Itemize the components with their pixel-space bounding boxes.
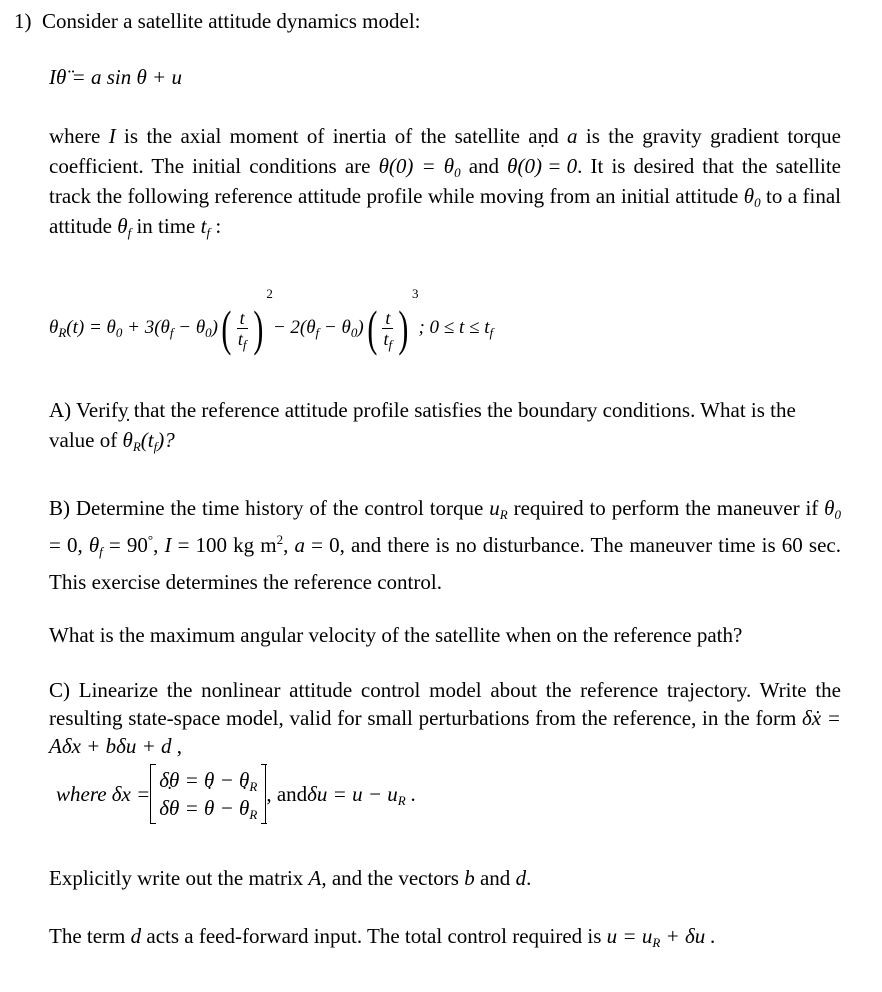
reference-profile-equation: $\theta_R(t) = \theta_0 + 3(\theta_f - \theta_0)$ ( $\frac{t}{t_f}$ ) 2 − $2(\theta_f - \theta_0)$ ( $\frac{t}{t_f}$ ) 3 ; $0 \le t \le t_f$ (49, 286, 494, 356)
delta-x-definition: where δx = $\delta\theta = \theta - \theta_R$ δθ ˙ = θ ˙ − θ $˙_R$ , and $\delta u = u - u_R$ . (56, 764, 416, 824)
model-equation: Iθ̈ = a sin θ + u (49, 65, 182, 89)
problem-heading (14, 6, 421, 36)
problem-number: 1) (14, 9, 32, 33)
part-c: C) Linearize the nonlinear attitude control model about the reference trajectory. Write the resulting state-space model, valid for small perturbations from the reference, in the form δẋ = Aδx + bδu + d , (49, 678, 841, 758)
problem-intro: Consider a satellite attitude dynamics model: (42, 9, 421, 33)
feed-forward-note: The term d acts a feed-forward input. The total control required is $u = u_R + \delta u$ . (49, 924, 716, 950)
question-max-angular-velocity: What is the maximum angular velocity of the satellite when on the reference path? (49, 623, 743, 647)
part-a: A) Verify that the reference attitude profile satisfies the boundary conditions. What is the value of θ $˙_R(t_f)$? (49, 395, 841, 455)
explicit-instruction: Explicitly write out the matrix A, and the vectors b and d. (49, 866, 532, 890)
delta-x-vector: $\delta\theta = \theta - \theta_R$ δθ ˙ = θ ˙ − θ $˙_R$ (150, 764, 266, 824)
paragraph-initial-conditions: where I is the axial moment of inertia of the satellite and a is the gravity gradient torque coefficient. The initial conditions are $\theta(0) = \theta_0$ and θ(0) = 0 ˙. It is desired that the satellite track the following reference attitude profile while moving from an initial attitude $\theta_0$ to a final attitude $\theta_f$ in time $t_f$ : (49, 121, 841, 241)
part-b: B) Determine the time history of the control torque $u_R$ required to perform the maneuver if $\theta_0 = 0$, $\theta_f = 90^\circ$, I = 100 kg $m^2$, a = 0, and there is no disturbance. The maneuver time is 60 sec. This exercise determines the reference control. (49, 496, 841, 594)
delta-x-row2: δθ ˙ = θ ˙ − θ $˙_R$ (159, 794, 257, 822)
